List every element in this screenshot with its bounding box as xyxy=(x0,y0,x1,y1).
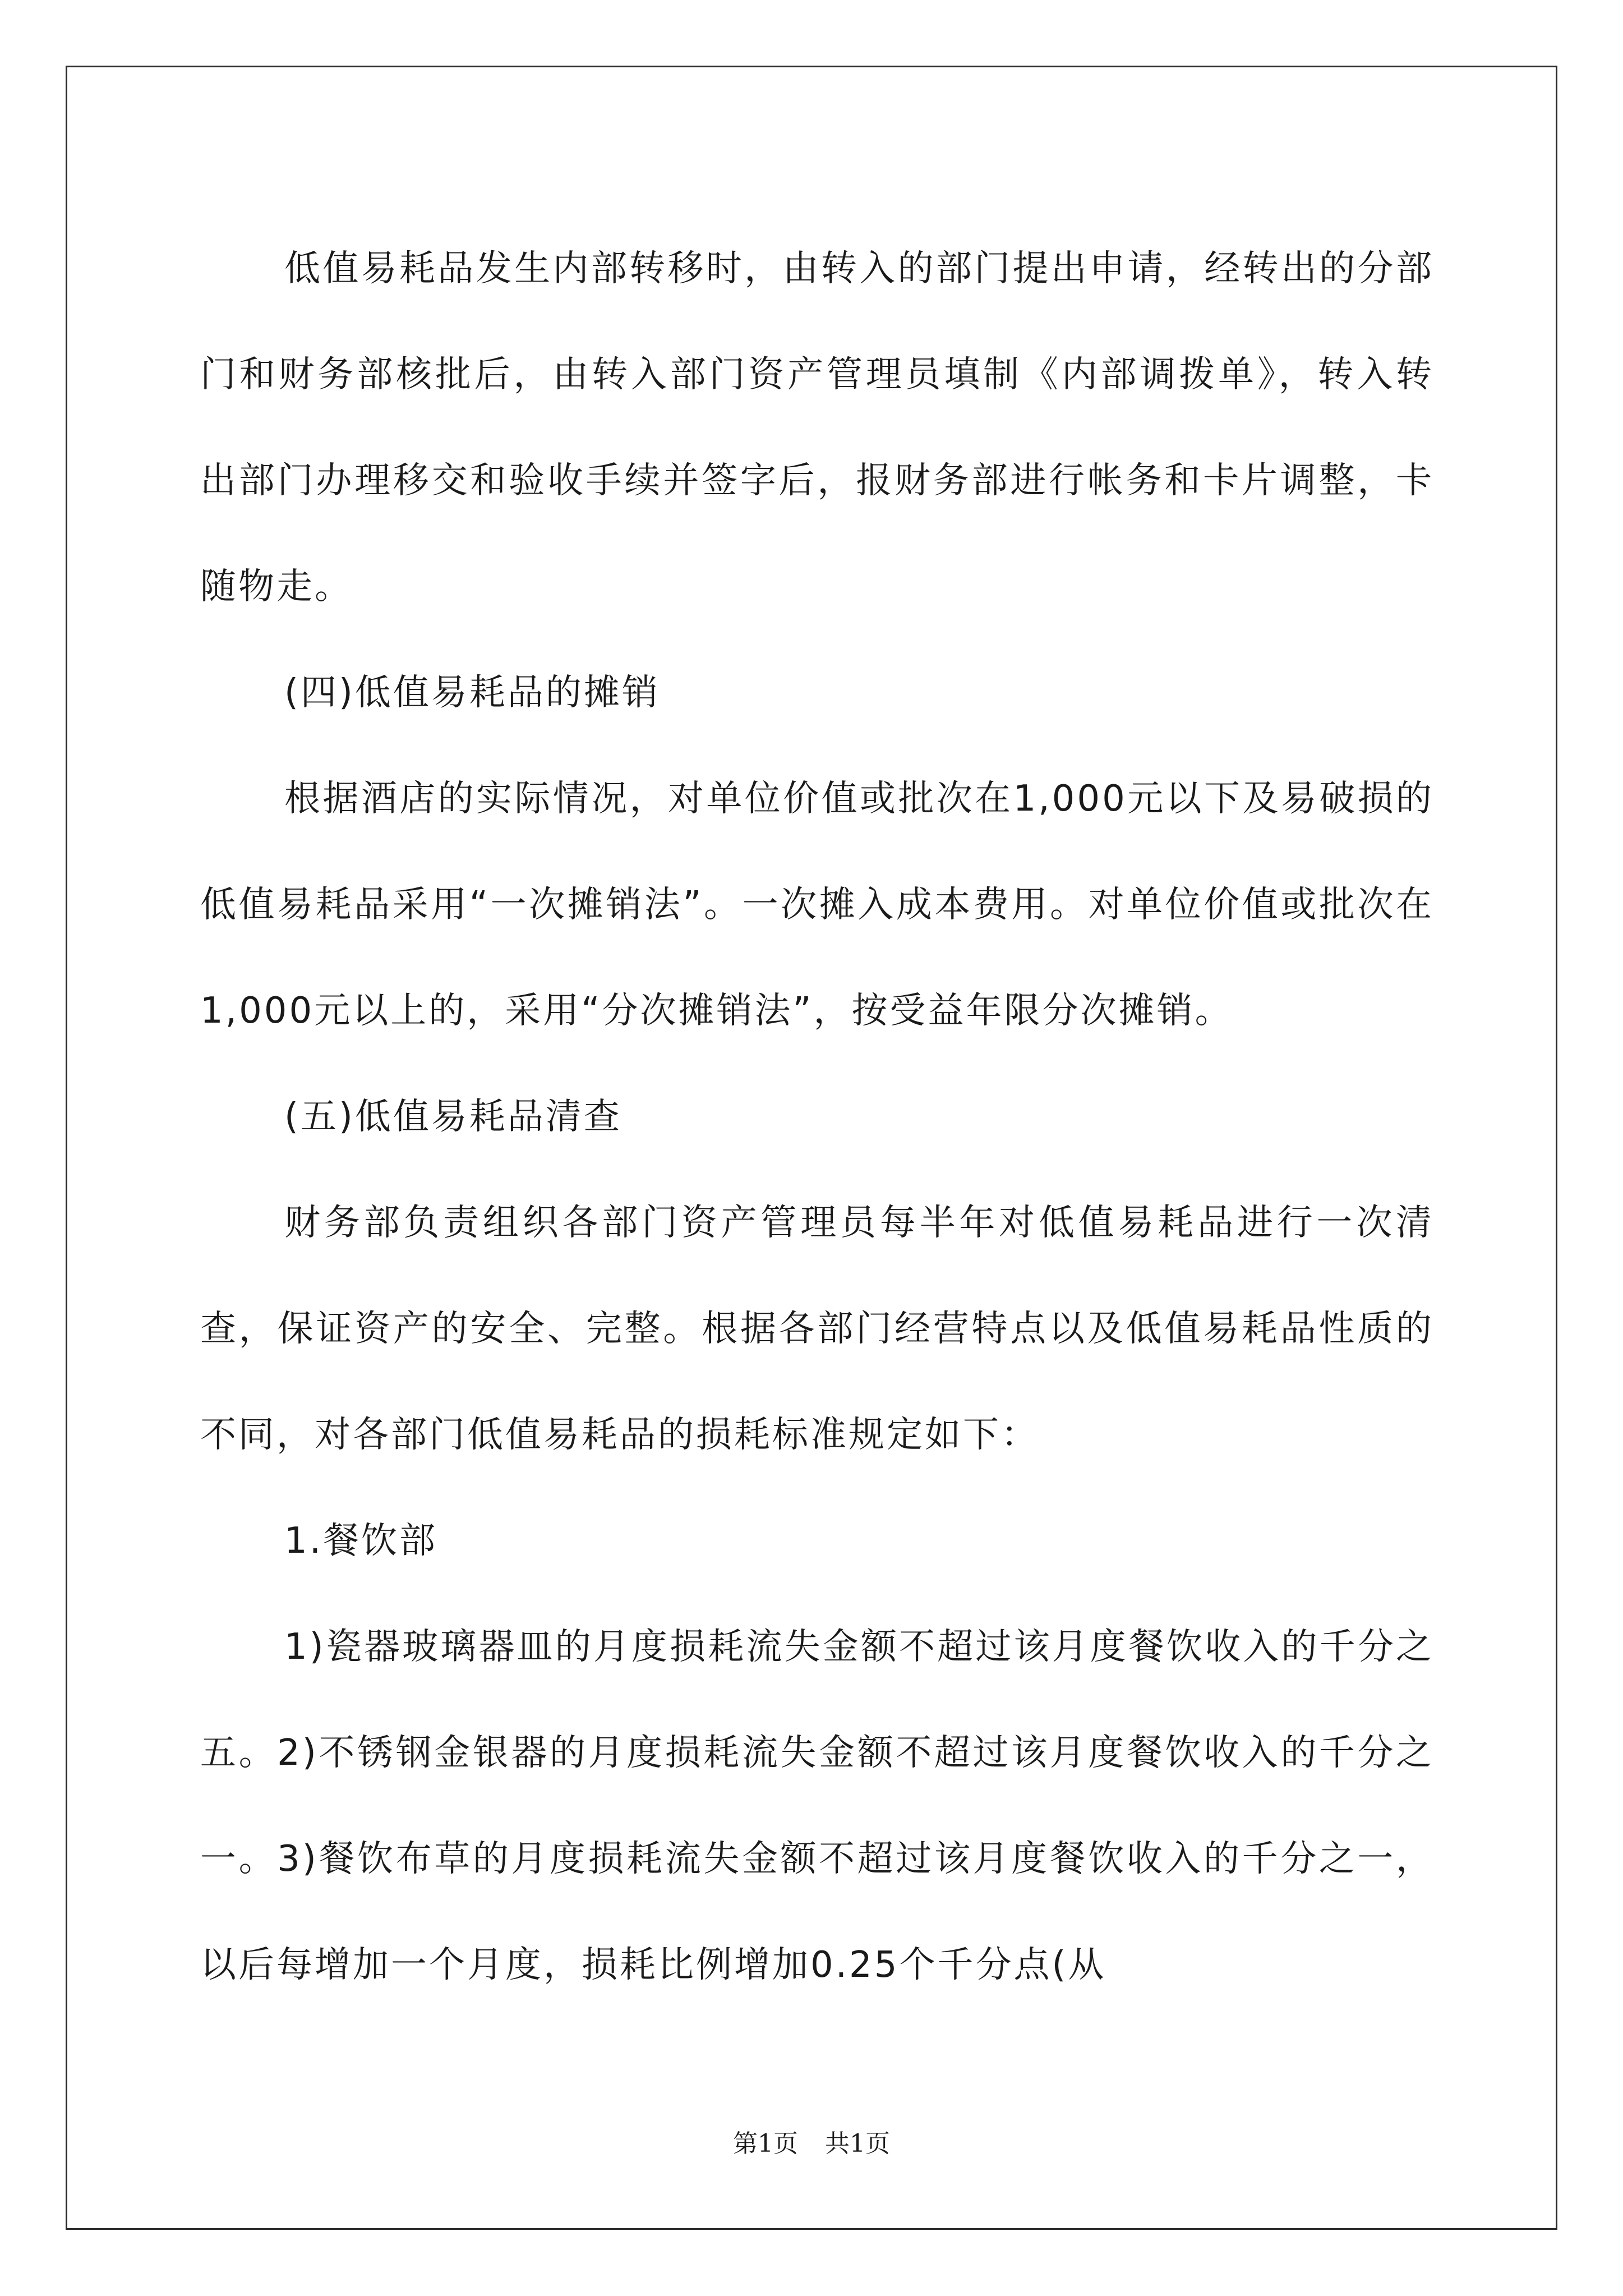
document-body xyxy=(200,216,1434,2018)
paragraph-transfer: 低值易耗品发生内部转移时，由转入的部门提出申请，经转出的分部门和财务部核批后，由转入部门资产管理员填制《内部调拨单》，转入转出部门办理移交和验收手续并签字后，报财务部进行帐务和卡片调整，卡随物走。 xyxy=(200,248,1434,608)
paragraph-inventory-check: 财务部负责组织各部门资产管理员每半年对低值易耗品进行一次清查，保证资产的安全、完整。根据各部门经营特点以及低值易耗品性质的不同，对各部门低值易耗品的损耗标准规定如下： xyxy=(200,1202,1434,1456)
heading-amortization: (四)低值易耗品的摊销 xyxy=(284,672,660,714)
heading-inventory-check: (五)低值易耗品清查 xyxy=(284,1096,622,1138)
page-total: 共1页 xyxy=(825,2129,890,2158)
page-footer xyxy=(0,2123,1623,2159)
page-number: 第1页 xyxy=(733,2129,798,2158)
heading-catering-dept: 1.餐饮部 xyxy=(284,1520,438,1562)
paragraph-catering-loss-standards: 1)瓷器玻璃器皿的月度损耗流失金额不超过该月度餐饮收入的千分之五。2)不锈钢金银器的月度损耗流失金额不超过该月度餐饮收入的千分之一。3)餐饮布草的月度损耗流失金额不超过该月度餐饮收入的千分之一，以后每增加一个月度，损耗比例增加0.25个千分点(从 xyxy=(200,1626,1434,1986)
paragraph-amortization: 根据酒店的实际情况，对单位价值或批次在1,000元以下及易破损的低值易耗品采用“一次摊销法”。一次摊入成本费用。对单位价值或批次在1,000元以上的，采用“分次摊销法”，按受益年限分次摊销。 xyxy=(200,778,1434,1032)
